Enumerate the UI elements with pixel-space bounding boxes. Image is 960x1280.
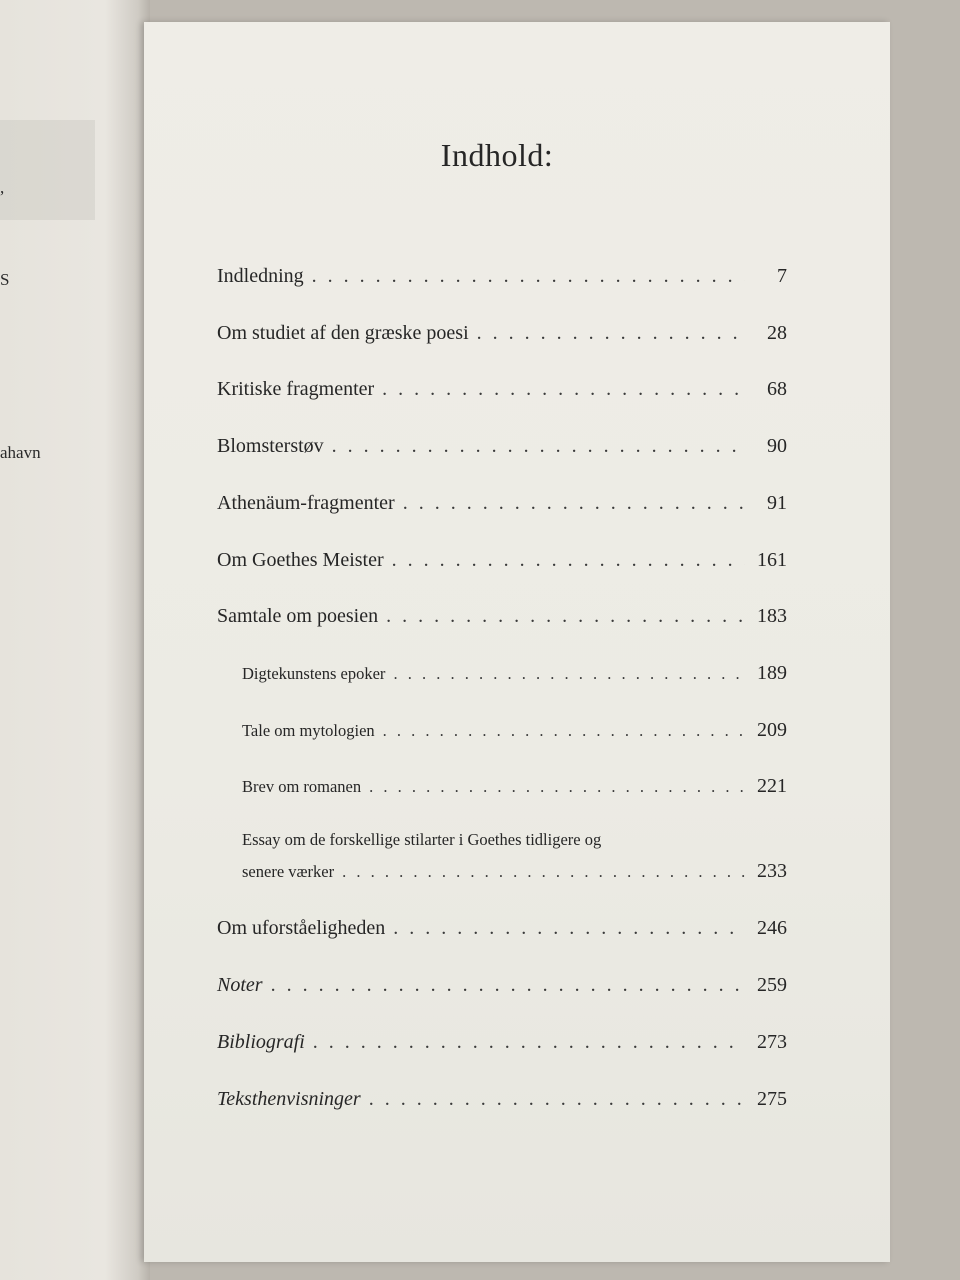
toc-entry: [217, 1088, 787, 1111]
leader-dots: [313, 1031, 745, 1054]
toc-entry: [217, 492, 787, 515]
toc-entry: [217, 1031, 787, 1054]
toc-entry-title: Athenäum-fragmenter: [217, 492, 395, 514]
toc-entry-title-line1: Essay om de forskellige stilarter i Goethes tidligere og: [242, 830, 602, 849]
leader-dots: [382, 378, 745, 401]
toc-entry-page: 275: [757, 1088, 787, 1110]
leader-dots: [369, 1088, 745, 1111]
leader-dots: [393, 664, 745, 684]
toc-entry-page: 161: [757, 549, 787, 571]
toc-entry-title: Samtale om poesien: [217, 605, 379, 627]
toc-entry-page: 233: [757, 860, 787, 882]
toc-entry-title: Om uforståeligheden: [217, 917, 386, 939]
toc-entry-title: Om Goethes Meister: [217, 549, 384, 571]
toc-entry: [217, 917, 787, 940]
toc-entry-page: 7: [777, 265, 787, 287]
left-page-fragment: ,: [0, 178, 5, 197]
toc-entry-page: 91: [767, 492, 787, 514]
toc-subentry: [242, 662, 787, 685]
page-smudge: [0, 120, 95, 220]
toc-entry-title: Indledning: [217, 265, 304, 287]
toc-entry-page: 273: [757, 1031, 787, 1053]
leader-dots: [477, 322, 745, 345]
leader-dots: [332, 435, 745, 458]
toc-entry-page: 90: [767, 435, 787, 457]
toc-entry-page: 183: [757, 605, 787, 627]
toc-entry-page: 246: [757, 917, 787, 939]
leader-dots: [312, 265, 745, 288]
leader-dots: [386, 605, 745, 628]
leader-dots: [403, 492, 745, 515]
leader-dots: [383, 721, 745, 741]
toc-entry: [217, 974, 787, 997]
toc-subentry: [242, 775, 787, 798]
toc-entry-page: 28: [767, 322, 787, 344]
leader-dots: [369, 777, 745, 797]
toc-entry: [217, 378, 787, 401]
toc-title: Indhold:: [440, 137, 554, 173]
leader-dots: [342, 862, 745, 882]
toc-entry-page: 221: [757, 775, 787, 797]
toc-entry-title: Tale om mytologien: [242, 721, 375, 740]
toc-entry: [217, 265, 787, 288]
toc-entry-title: Noter: [217, 974, 263, 996]
toc-entry-page: 189: [757, 662, 787, 684]
toc-entry-page: 68: [767, 378, 787, 400]
toc-entry-title: Bibliografi: [217, 1031, 305, 1053]
toc-entry-page: 209: [757, 719, 787, 741]
toc-entry-page: 259: [757, 974, 787, 996]
toc-entry: [217, 435, 787, 458]
left-page-fragment: ahavn: [0, 443, 41, 462]
left-page: [0, 0, 150, 1280]
toc-entry-title: Teksthenvisninger: [217, 1088, 361, 1110]
toc-entry: [217, 605, 787, 628]
left-page-fragment: S: [0, 270, 10, 289]
toc-entry: [217, 549, 787, 572]
toc-entry-title: Blomsterstøv: [217, 435, 324, 457]
toc-subentry: [242, 860, 787, 883]
toc-entry-title: Brev om romanen: [242, 777, 362, 796]
toc-entry-title: Om studiet af den græske poesi: [217, 322, 469, 344]
toc-entry-title: Kritiske fragmenter: [217, 378, 375, 400]
table-of-contents-page: [144, 22, 890, 1262]
toc-entry-title: Digtekunstens epoker: [242, 664, 386, 683]
toc-entry: [217, 322, 787, 345]
toc-subentry: [242, 719, 787, 742]
leader-dots: [393, 917, 745, 940]
toc-entry-title-line2: senere værker: [242, 862, 335, 881]
leader-dots: [392, 549, 745, 572]
leader-dots: [271, 974, 745, 997]
